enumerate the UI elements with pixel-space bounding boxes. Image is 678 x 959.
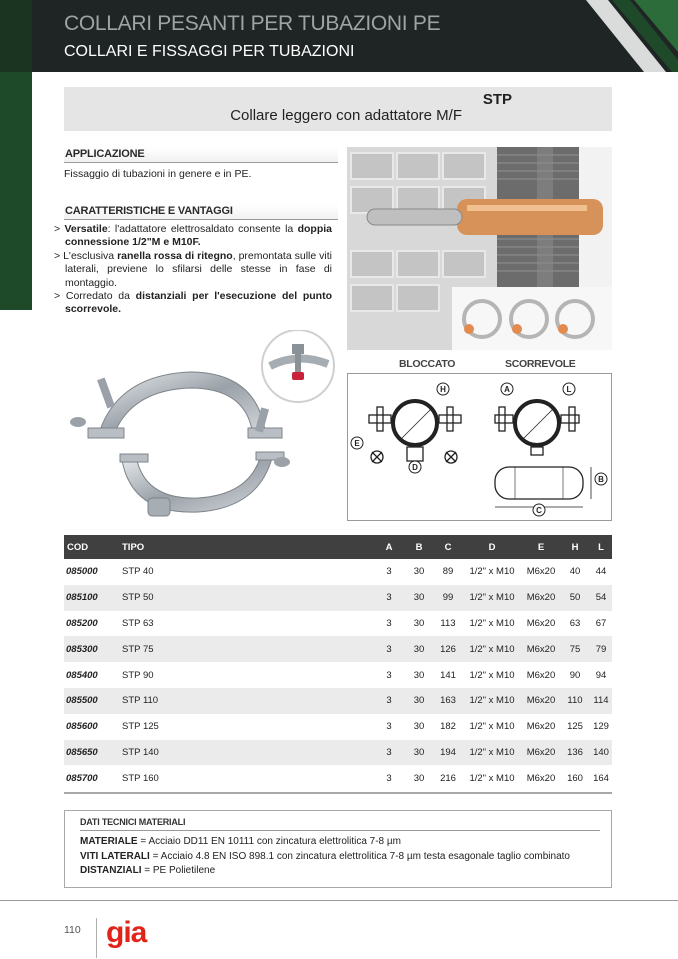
table-cell: 30 <box>413 566 425 578</box>
gia-logo <box>106 914 158 954</box>
table-cell: 30 <box>413 669 425 681</box>
label-scorrevole: SCORREVOLE <box>505 358 576 370</box>
table-row <box>64 662 612 688</box>
cell-tipo: STP 63 <box>122 617 154 629</box>
table-row <box>64 688 612 714</box>
table-cell: 140 <box>593 746 609 758</box>
cell-cod: 085400 <box>66 669 98 681</box>
col-header: B <box>415 541 423 553</box>
footer-separator <box>96 918 97 958</box>
table-cell: M6x20 <box>526 592 556 604</box>
table-cell: M6x20 <box>526 695 556 707</box>
table-cell: 30 <box>413 746 425 758</box>
cell-cod: 085000 <box>66 566 98 578</box>
header-stripes-decoration <box>568 0 678 72</box>
letter-D: D <box>412 463 418 472</box>
table-cell: M6x20 <box>526 617 556 629</box>
table-cell: 30 <box>413 695 425 707</box>
table-cell: 30 <box>413 772 425 784</box>
letter-C: C <box>536 506 542 515</box>
table-cell: 164 <box>593 772 609 784</box>
letter-L: L <box>566 385 572 394</box>
header-title: COLLARI PESANTI PER TUBAZIONI PE <box>64 12 441 35</box>
table-cell: 141 <box>440 669 456 681</box>
table-cell: 3 <box>386 772 392 784</box>
bullet-item: > L'esclusiva ranella rossa di ritegno, premontata sulle viti laterali, previene lo sfilarsi delle stesse in fase di montaggio. <box>54 249 332 289</box>
table-cell: 1/2" x M10 <box>469 643 515 655</box>
product-title-box <box>64 87 612 131</box>
cell-cod: 085300 <box>66 643 98 655</box>
col-header: D <box>488 541 496 553</box>
cell-cod: 085100 <box>66 592 98 604</box>
table-cell: 1/2" x M10 <box>469 617 515 629</box>
letter-B: B <box>598 475 604 484</box>
table-cell: 163 <box>440 695 456 707</box>
table-cell: 1/2" x M10 <box>469 669 515 681</box>
table-cell: 3 <box>386 643 392 655</box>
table-row <box>64 559 612 585</box>
table-bottom-rule <box>64 792 612 794</box>
cell-cod: 085200 <box>66 617 98 629</box>
table-cell: 54 <box>595 592 607 604</box>
page-number: 110 <box>64 924 81 936</box>
table-cell: 1/2" x M10 <box>469 592 515 604</box>
table-cell: 1/2" x M10 <box>469 721 515 733</box>
table-row <box>64 740 612 766</box>
dati-tecnici-box <box>64 810 612 888</box>
table-cell: 216 <box>440 772 456 784</box>
dimension-drawing <box>347 373 612 521</box>
table-cell: 194 <box>440 746 456 758</box>
col-header: COD <box>67 541 89 553</box>
table-header-row <box>64 535 612 559</box>
page-header <box>32 0 678 72</box>
cell-tipo: STP 40 <box>122 566 154 578</box>
table-cell: 67 <box>595 617 607 629</box>
table-cell: 30 <box>413 643 425 655</box>
table-cell: 79 <box>595 643 607 655</box>
table-cell: 63 <box>569 617 581 629</box>
table-cell: 1/2" x M10 <box>469 695 515 707</box>
table-cell: 136 <box>567 746 583 758</box>
cell-tipo: STP 160 <box>122 772 159 784</box>
table-cell: 1/2" x M10 <box>469 772 515 784</box>
table-cell: 1/2" x M10 <box>469 566 515 578</box>
product-name: Collare leggero con adattatore M/F <box>230 107 462 124</box>
col-header: TIPO <box>122 541 145 553</box>
table-cell: 1/2" x M10 <box>469 746 515 758</box>
table-cell: 30 <box>413 721 425 733</box>
footer-rule <box>0 900 678 901</box>
table-cell: 3 <box>386 721 392 733</box>
table-cell: 3 <box>386 592 392 604</box>
col-header: H <box>571 541 579 553</box>
cell-cod: 085600 <box>66 721 98 733</box>
table-cell: 129 <box>593 721 609 733</box>
header-subtitle: COLLARI E FISSAGGI PER TUBAZIONI <box>64 43 355 60</box>
table-cell: 125 <box>567 721 583 733</box>
table-row <box>64 611 612 637</box>
table-cell: 110 <box>567 695 583 707</box>
dati-line: MATERIALE = Acciaio DD11 EN 10111 con zincatura elettrolitica 7-8 µm <box>80 836 401 847</box>
table-cell: 99 <box>442 592 454 604</box>
table-cell: 3 <box>386 566 392 578</box>
applicazione-heading: APPLICAZIONE <box>64 147 338 163</box>
bullet-item: > Corredato da distanziali per l'esecuzione del punto scorrevole. <box>54 290 332 316</box>
table-cell: 3 <box>386 669 392 681</box>
cell-tipo: STP 75 <box>122 643 154 655</box>
table-row <box>64 585 612 611</box>
dati-line: VITI LATERALI = Acciaio 4.8 EN ISO 898.1 con zincatura elettrolitica 7-8 µm testa esagonale taglio combinato <box>80 851 570 862</box>
table-cell: 3 <box>386 617 392 629</box>
dati-heading: DATI TECNICI MATERIALI <box>80 817 600 831</box>
clamp-photo <box>60 330 340 530</box>
caratteristiche-list <box>54 223 332 317</box>
dimension-diagram <box>347 354 612 521</box>
table-row <box>64 765 612 791</box>
table-cell: 114 <box>593 695 609 707</box>
caratteristiche-heading: CARATTERISTICHE E VANTAGGI <box>64 204 338 220</box>
product-table <box>64 535 612 791</box>
table-cell: M6x20 <box>526 746 556 758</box>
table-cell: 3 <box>386 746 392 758</box>
col-header: E <box>537 541 545 553</box>
table-row <box>64 714 612 740</box>
table-cell: 89 <box>442 566 454 578</box>
col-header: C <box>444 541 452 553</box>
cell-tipo: STP 90 <box>122 669 154 681</box>
table-cell: 30 <box>413 592 425 604</box>
table-cell: 3 <box>386 695 392 707</box>
table-cell: 126 <box>440 643 456 655</box>
cell-tipo: STP 50 <box>122 592 154 604</box>
dati-line: DISTANZIALI = PE Polietilene <box>80 865 216 876</box>
table-cell: M6x20 <box>526 772 556 784</box>
applicazione-text: Fissaggio di tubazioni in genere e in PE. <box>64 168 252 180</box>
cell-cod: 085500 <box>66 695 98 707</box>
col-header: A <box>385 541 393 553</box>
side-accent-bar <box>0 0 32 310</box>
table-cell: 94 <box>595 669 607 681</box>
table-cell: M6x20 <box>526 566 556 578</box>
svg-text:gia: gia <box>106 916 147 949</box>
table-cell: M6x20 <box>526 721 556 733</box>
bullet-item: > Versatile: l'adattatore elettrosaldato consente la doppia connessione 1/2"M e M10F. <box>54 223 332 249</box>
cell-cod: 085650 <box>66 746 98 758</box>
letter-H: H <box>440 385 446 394</box>
table-cell: M6x20 <box>526 643 556 655</box>
cell-tipo: STP 110 <box>122 695 159 707</box>
table-cell: 160 <box>567 772 583 784</box>
table-cell: M6x20 <box>526 669 556 681</box>
table-cell: 90 <box>569 669 581 681</box>
cell-tipo: STP 140 <box>122 746 159 758</box>
table-cell: 113 <box>440 617 456 629</box>
letter-E: E <box>354 439 360 448</box>
label-bloccato: BLOCCATO <box>399 358 456 370</box>
cell-tipo: STP 125 <box>122 721 159 733</box>
table-cell: 50 <box>569 592 581 604</box>
product-code: STP <box>482 91 512 108</box>
table-row <box>64 636 612 662</box>
table-cell: 30 <box>413 617 425 629</box>
letter-A: A <box>504 385 510 394</box>
table-cell: 182 <box>440 721 456 733</box>
installation-photo <box>347 147 612 350</box>
table-cell: 44 <box>595 566 607 578</box>
col-header: L <box>598 541 604 553</box>
table-cell: 40 <box>569 566 581 578</box>
cell-cod: 085700 <box>66 772 98 784</box>
table-cell: 75 <box>569 643 581 655</box>
